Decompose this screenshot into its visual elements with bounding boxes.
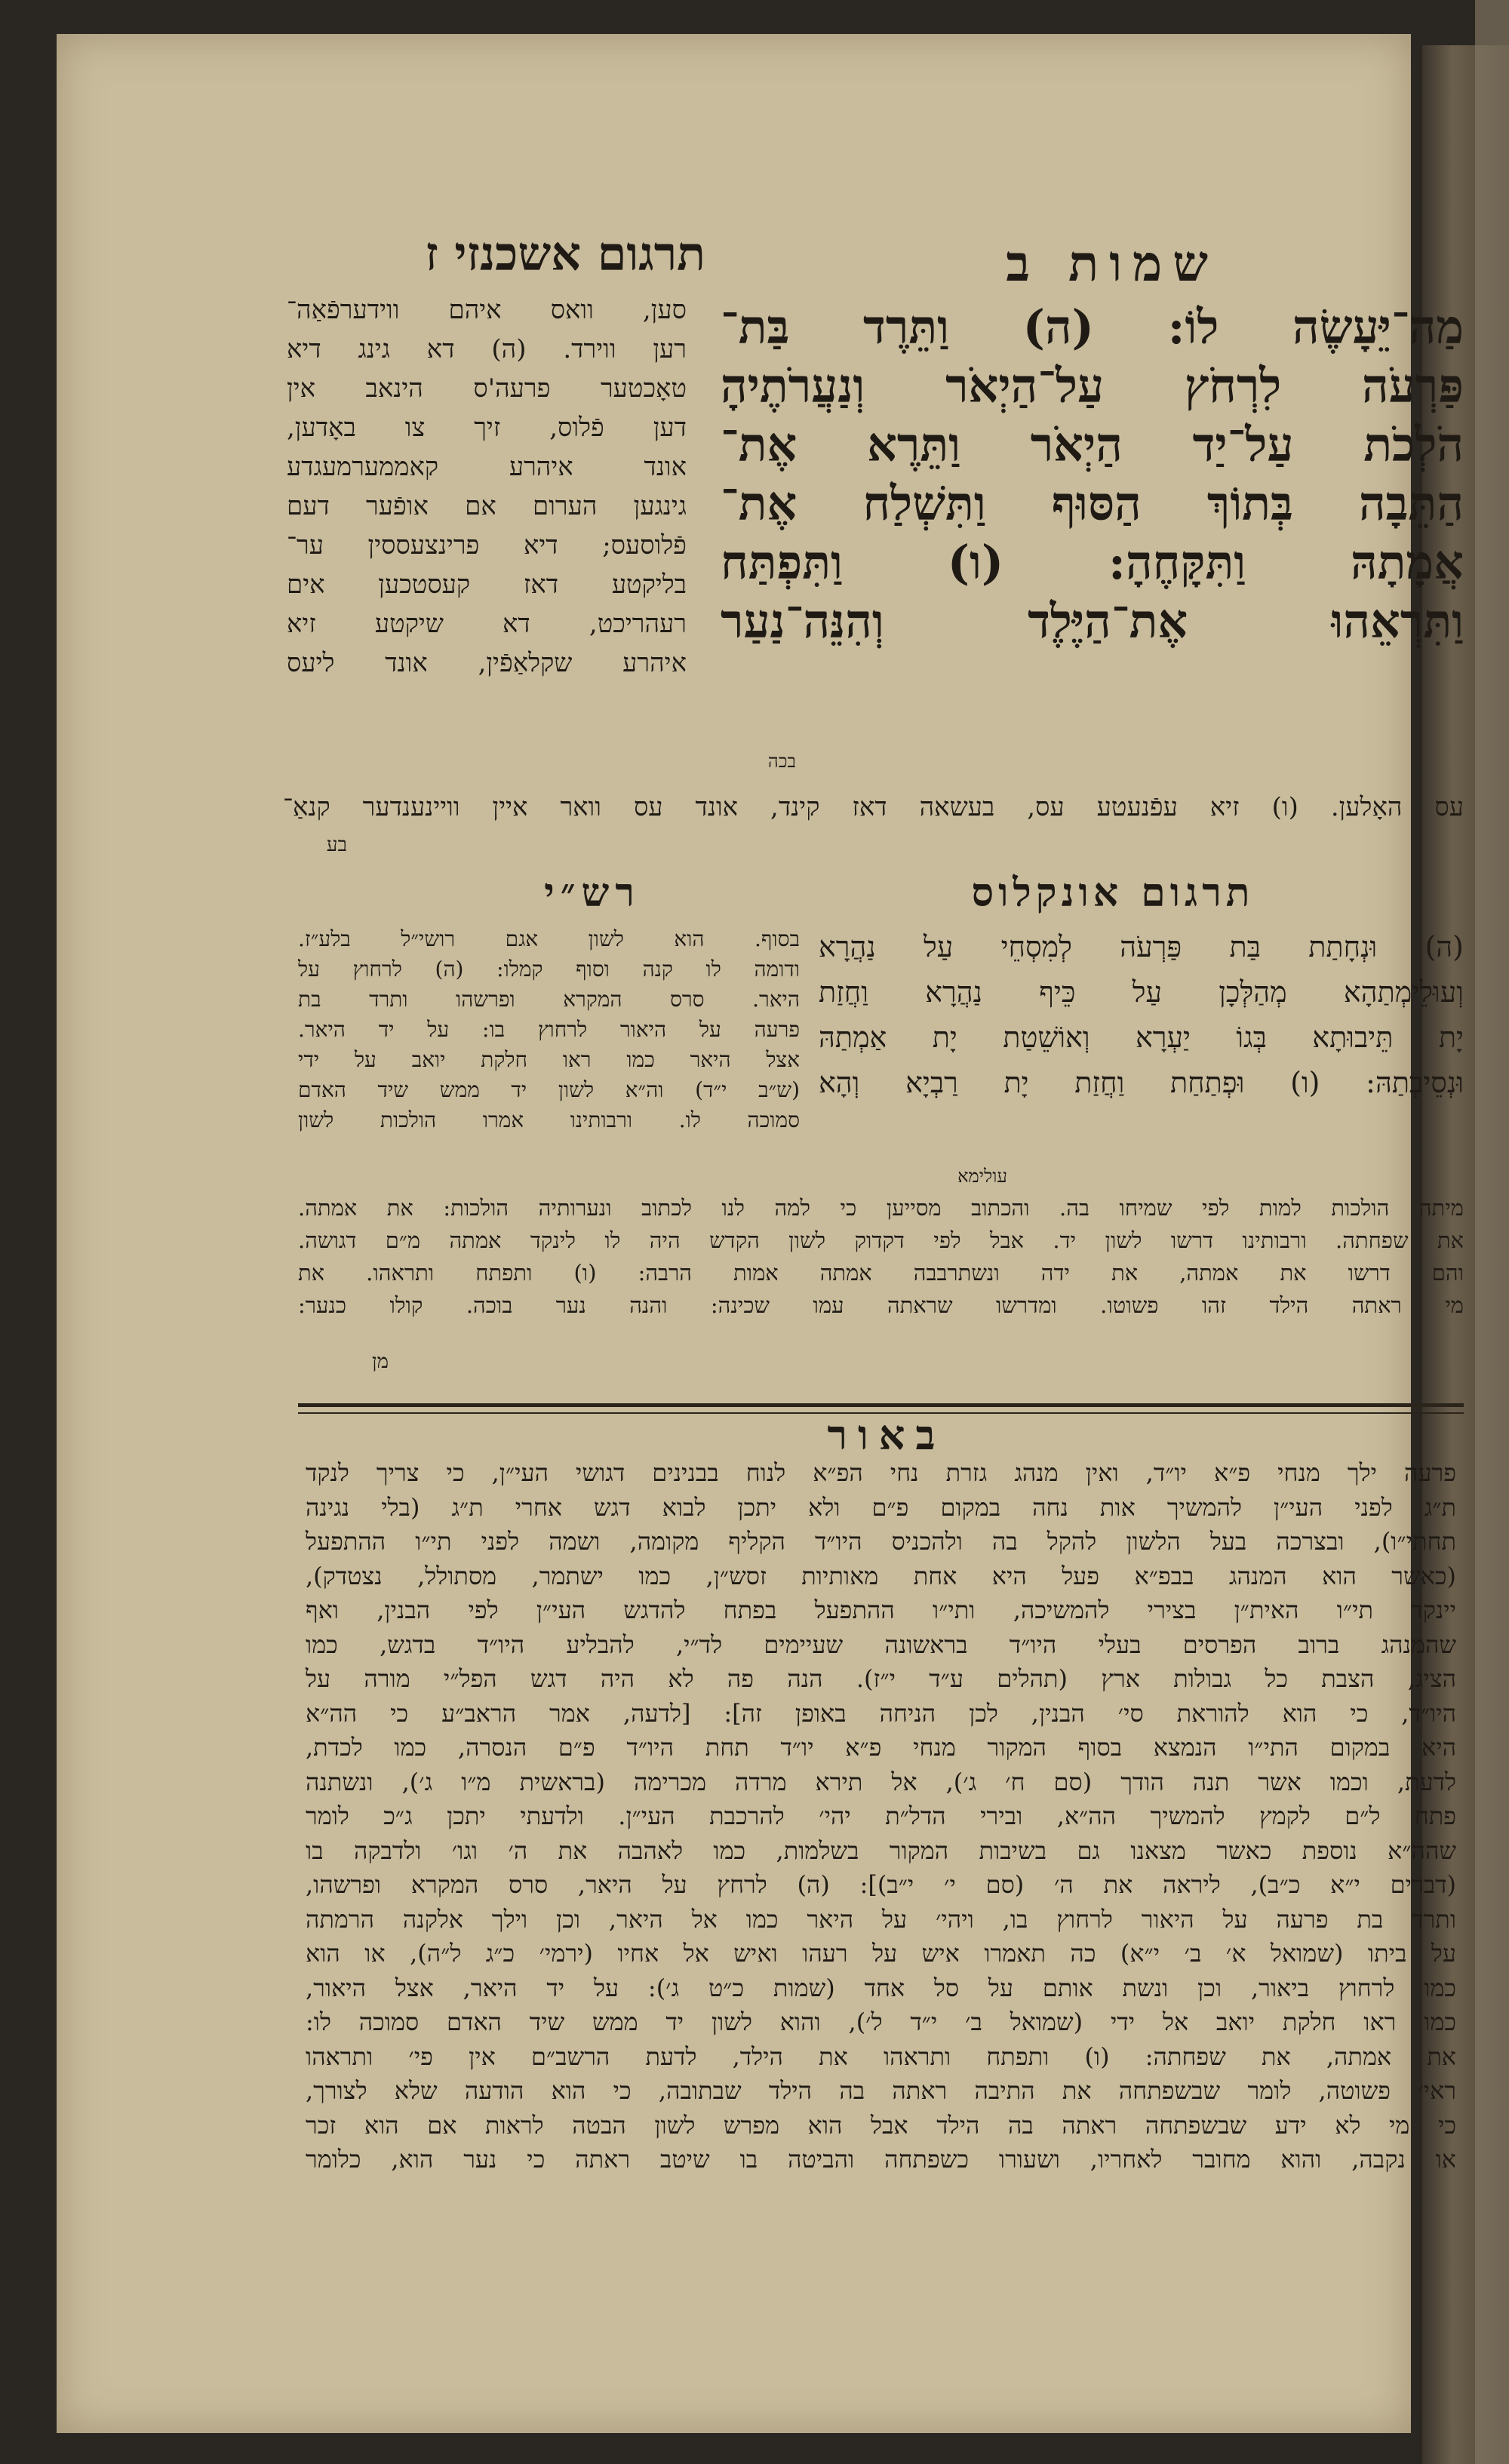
biur-line: לדעת, וכמו אשר תנה הודך (סם ח׳ ג׳), אל תירא מרדה מכרימה (בראשית מ״ו ג׳), ונשתנה — [306, 1767, 1456, 1796]
targum-full-width-line: עס האָלען. (ו) זיא עפֿנעטע עס, בעשאה דאז קינד, אונד עס וואר איין וויינענדער קנאַ־ — [283, 792, 1464, 822]
biur-line: היו״ד, כי הוא להוראת סי׳ הבנין, לכן הניחה באופן זה]: [לדעה, אמר הראב״ע כי הה״א — [306, 1698, 1456, 1728]
biur-line: או נקבה, והוא מחובר לאחריו, ושעורו כשפתחה והביטה בו שיטב ראתה כי נער הוא, כלומר — [306, 2145, 1456, 2174]
running-header-book: שמות ב — [1006, 234, 1219, 293]
biur-line: כי מי לא ידע שבשפתחה ראתה בה הילד אבל הוא מפרש לשון הבטה לראות אם הוא זכר — [306, 2110, 1456, 2140]
biur-line: על ביתו (שמואל א׳ ב׳ י״א) כה תאמרו איש על רעהו ואיש אל אחיו (ירמי׳ כ״ג ל״ה), או הוא — [306, 1939, 1456, 1968]
biur-line: ראי׳ פשוטה, לומר שבשפתחה את התיבה ראתה בה הילד שבתובה, כי הוא הודעה שלא לצורך, — [306, 2076, 1456, 2105]
book-page — [57, 34, 1464, 2433]
targum-line: סען, וואס איהם ווידערפֿאַה־ — [287, 295, 687, 325]
rashi-title: רש״י — [544, 870, 641, 916]
targum-line: טאָכטער פרעה'ס הינאב אין — [287, 373, 687, 404]
rashi-catchword: מן — [371, 1350, 389, 1373]
biur-line: את אמתה, את שפחתה: (ו) ותפתח ותראהו את הילד, לדעת הרשב״ם אין פי׳ ותראהו — [306, 2042, 1456, 2071]
targum-line: רעהריכט, דא שיקטע זיא — [287, 609, 687, 639]
rashi-full-width — [298, 1192, 1464, 1322]
targum-catchword: בע — [326, 834, 347, 856]
targum-line: רען ווירד. (ה) דא גינג דיא — [287, 334, 687, 364]
onkelos-column — [819, 924, 1464, 1105]
biur-line: פתח ל״ם לקמץ להמשיך הה״א, ובירי הדל״ת יהי׳ להרכבת העי״ן. ולדעתי יתכן ג״כ לומר — [306, 1802, 1456, 1830]
rashi-column — [298, 924, 800, 1135]
targum-line: איהרע שקלאַפֿין, אונד ליעס — [287, 648, 687, 678]
onkelos-line: יָת תֵּיבוּתָא בְּגוֹ יַעְרָא וְאוֹשֵׁטַת יָת אַמְתַהּ — [819, 1021, 1464, 1054]
biur-line: תחתי״ו), ובצרכה בעל הלשון להקל בה ולהכניס היו״ד הקליף מקומה, ושמה לפני תי״ו ההתפעל — [306, 1527, 1456, 1556]
onkelos-line: וְעוּלֵימְתַהָא מְהַלְּכָן עַל כֵּיף נַהֲרָא וַחֲזַת — [819, 975, 1464, 1009]
biur-line: היא במקום התי״ו הנמצא בסוף המקור מנחי פ״א יו״ד תחת היו״ד פ״ם הנסרה, כמו לכדת, — [306, 1733, 1456, 1762]
rashi-line: פרעה על היאור לרחוץ בו: על יד היאר. — [298, 1017, 800, 1042]
targum-ashkenazi-column — [287, 290, 687, 683]
biur-line: פרעה ילך מנחי פ״א יו״ד, ואין מנהג גזרת נחי הפ״א לנוח בבנינים דגושי העי״ן, כי צריך לנקד — [306, 1458, 1456, 1487]
rashi-line: בסוף. הוא לשון אגם רושי״ל בלע״ז. — [298, 926, 800, 951]
rashi-line: ודומה לו קנה וסוף קמלו: (ה) לרחוץ על — [298, 957, 800, 982]
biur-line: כמו לרחוץ ביאור, וכן ונשת אותם על סל אחד (שמות כ״ט ג׳): על יד היאר, אצל היאור, — [306, 1973, 1456, 2002]
onkelos-title: תרגום אונקלוס — [971, 870, 1255, 916]
book-spine-edge — [1475, 0, 1509, 2464]
torah-line: הֹלְכֹת עַל־יַד הַיְאֹר וַתֵּרֶא אֶת־ — [721, 417, 1464, 472]
rashi-full-line: מי ראתה הילד זהו פשוטו. ומדרשו שראתה עמו שכינה: והנה נער בוכה. קולו כנער: — [298, 1292, 1464, 1318]
biur-commentary — [306, 1456, 1456, 2177]
rashi-line: סמוכה לו. ורבותינו אמרו הולכות לשון — [298, 1108, 800, 1132]
onkelos-catchword: עולימא — [957, 1166, 1007, 1187]
biur-line: (כאשר הוא המנהג בבפ״א פעל היא אחת מאותיות זסש״ן, כמו ישתמר, מסתולל, נצטדק), — [306, 1561, 1456, 1590]
onkelos-line: (ה) וּנְחָתַת בַּת פַּרְעֹה לְמִסְחֵי עַל נַהֲרָא — [819, 930, 1464, 963]
torah-line: וַתִּרְאֵהוּ אֶת־הַיֶּלֶד וְהִנֵּה־נַעַר — [721, 594, 1464, 649]
rashi-full-line: מיתה הולכות למות לפי שמיחו בה. והכתוב מסייען כי למה לנו לכתוב ונערותיה הולכות: את אמתה. — [298, 1195, 1464, 1221]
rashi-line: (ש״ב י״ד) וה״א לשון יד ממש שיד האדם — [298, 1077, 800, 1102]
biur-line: ותרד בת פרעה על היאור לרחוץ בו, ויהי׳ על היאר כמו אל היאר, וכן וילך אלקנה הרמתה — [306, 1904, 1456, 1934]
biur-line: שהה״א נוספת כאשר מצאנו גם בשיבות המקור בשלמות, כמו לאהבה את ה׳ וגו׳ ולדבקה בו — [306, 1836, 1456, 1865]
onkelos-line: וּנְסֵיבְתַהּ: (ו) וּפְתַחַת וַחֲזַת יָת רַבְיָא וְהָא — [819, 1066, 1464, 1099]
targum-line: בליקטע דאז קעסטכען אים — [287, 570, 687, 600]
rashi-full-line: והם דרשו את אמתה, את ידה ונשתרבבה אמתה אמות הרבה: (ו) ותפתח ותראהו. את — [298, 1260, 1464, 1286]
biur-line: ת״ג לפני העי״ן להמשיך אות נחה במקום פ״ם ולא יתכן לבוא דגש אחרי ת״ג (בלי נגינה — [306, 1492, 1456, 1522]
biur-title: באור — [827, 1411, 946, 1459]
torah-line: הַתֵּבָה בְּתוֹךְ הַסּוּף וַתִּשְׁלַח אֶת־ — [721, 476, 1464, 531]
running-header-targum: תרגום אשכנזי ז — [425, 226, 705, 281]
biur-line: (דברים י״א כ״ב), ליראה את ה׳ (סם י׳ י״ב)]: (ה) לרחץ על היאר, סרס המקרא ופרשהו, — [306, 1870, 1456, 1899]
biur-line: הציג, הצבת כל גבולות ארץ (תהלים ע״ד י״ז). הנה פה לא היה דגש הפל״י מורה על — [306, 1664, 1456, 1693]
targum-line: דען פֿלוס, זיך צו באָדען, — [287, 413, 687, 443]
rashi-line: אצל היאר כמו ראו חלקת יואב על ידי — [298, 1047, 800, 1072]
targum-line: פֿלוסעס; דיא פרינצעססין ער־ — [287, 530, 687, 561]
section-divider — [298, 1403, 1464, 1407]
torah-line: מַה־יֵּעָשֶׂה לוֹ: (ה) וַתֵּרֶד בַּת־ — [721, 300, 1464, 355]
targum-line: גינגען הערום אם אופֿער דעם — [287, 491, 687, 521]
torah-line: אֲמָתָהּ וַתִּקָּחֶהָ: (ו) וַתִּפְתַּח — [721, 535, 1464, 590]
targum-line: אונד איהרע קאממערמעגדע — [287, 452, 687, 482]
torah-catchword: בכה — [767, 751, 796, 772]
rashi-line: היאר. סרס המקרא ופרשהו ותרד בת — [298, 987, 800, 1012]
biur-line: כמו ראו חלקת יואב אל ידי (שמואל ב׳ י״ד ל׳), והוא לשון יד ממש שיד האדם סמוכה לו: — [306, 2008, 1457, 2036]
torah-text — [721, 298, 1464, 651]
rashi-full-line: את שפחתה. ורבותינו דרשו לשון יד. אבל לפי דקדוק לשון הקדש היה לו לינקד אמתה מ״ם דגושה. — [298, 1227, 1464, 1253]
torah-line: פַּרְעֹה לִרְחֹץ עַל־הַיְאֹר וְנַעֲרֹתֶיהָ — [721, 358, 1464, 413]
biur-line: יינקד תי״ו האית״ן בצירי להמשיכה, ותי״ו ההתפעל בפתח להדגש העי״ן לפי הבנין, ואף — [306, 1596, 1456, 1624]
biur-line: שהמנהג ברוב הפרסים בעלי היו״ד בראשונה שעיימים לד״י, להבליע היו״ד בדגש, כמו — [306, 1630, 1456, 1659]
